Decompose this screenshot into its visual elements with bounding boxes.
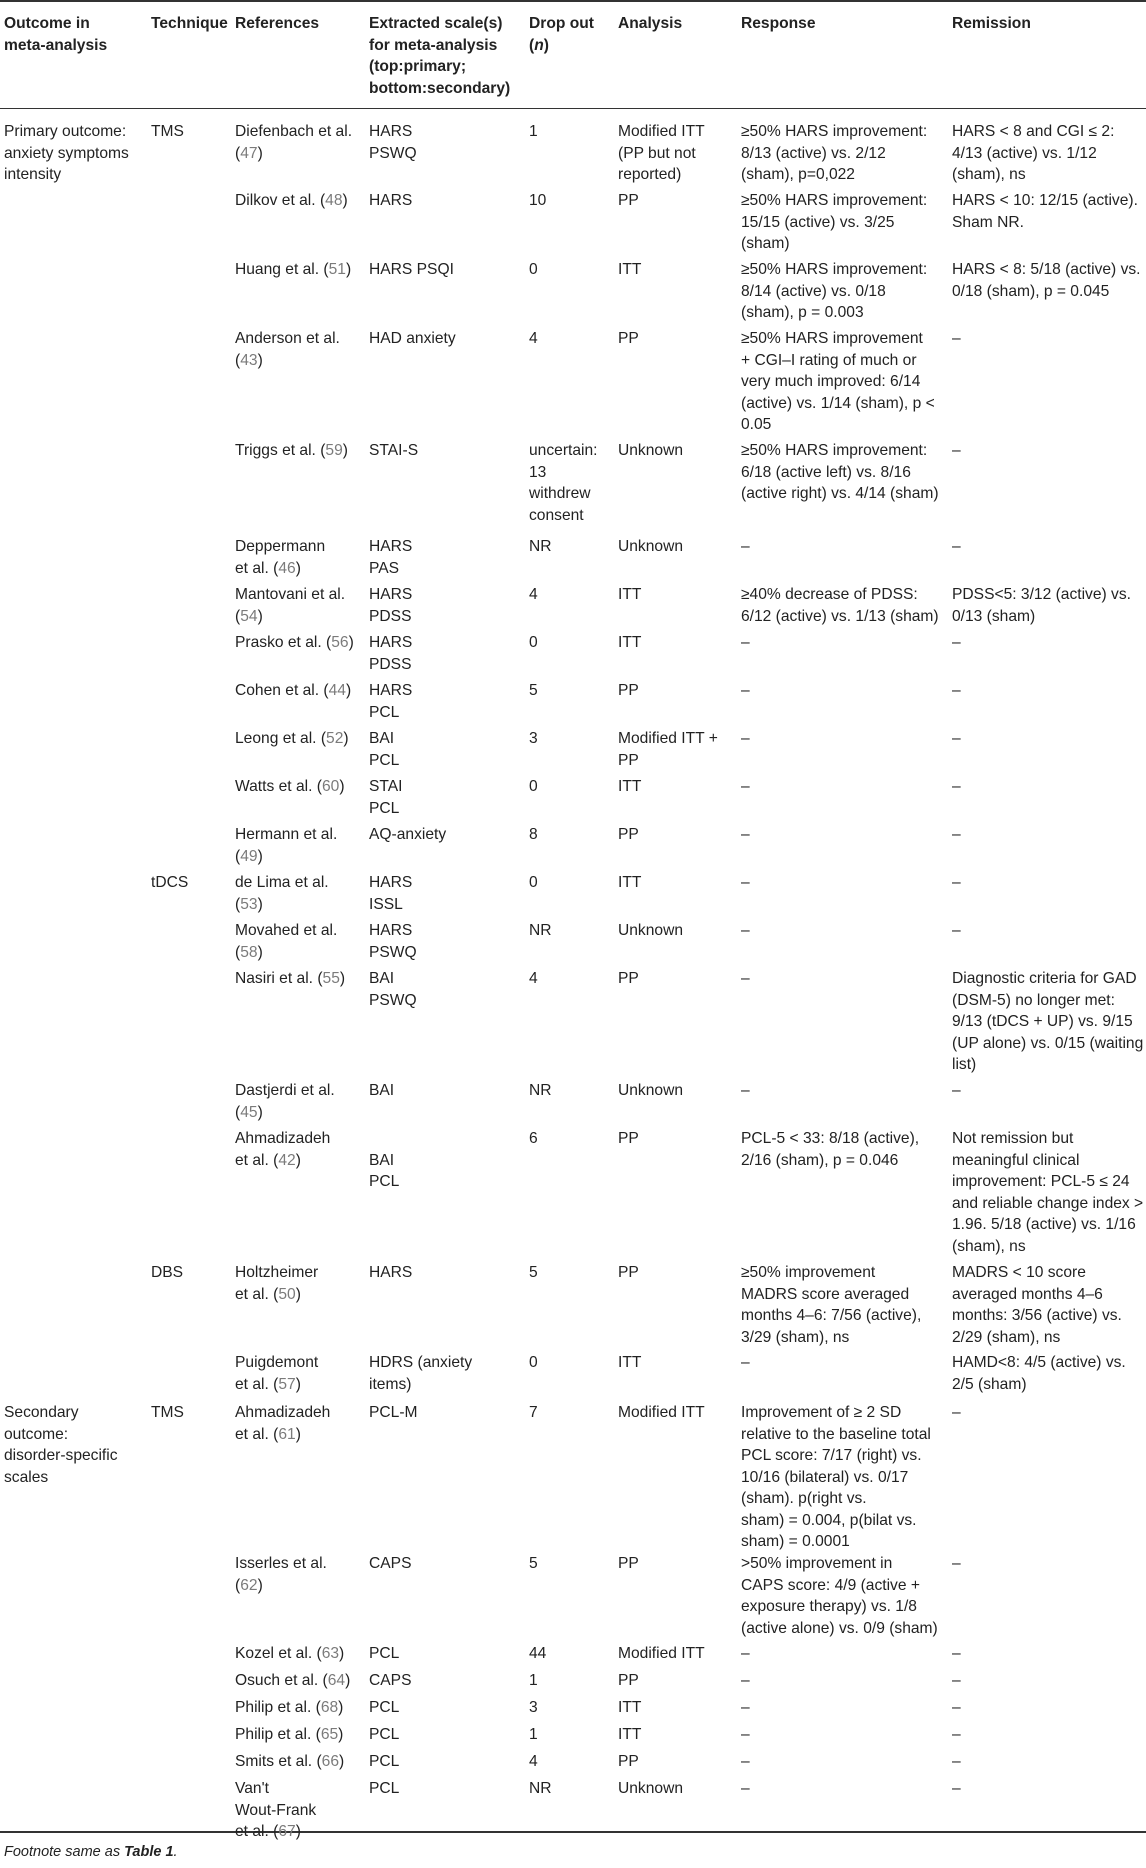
cell-dropout: 5 — [529, 682, 538, 699]
cell-references: Ahmadizadeh et al. (61) — [235, 1404, 331, 1443]
reference-number-link[interactable]: 56 — [331, 634, 349, 651]
header-analysis: Analysis — [618, 15, 683, 32]
cell-references: Huang et al. (51) — [235, 261, 352, 278]
cell-remission: – — [952, 1699, 961, 1716]
reference-number-link[interactable]: 43 — [240, 351, 258, 369]
cell-response: ≥40% decrease of PDSS: 6/12 (active) vs. 1/13 (sham) — [741, 586, 939, 625]
cell-remission: – — [952, 730, 961, 747]
cell-analysis: Unknown — [618, 922, 684, 939]
cell-dropout: 0 — [529, 778, 538, 795]
reference-number-link[interactable]: 60 — [321, 778, 340, 795]
cell-references: Van't Wout-Frank et al. (67) — [235, 1780, 317, 1840]
cell-analysis: ITT — [618, 1354, 642, 1371]
cell-remission: MADRS < 10 score averaged months 4–6 months: 3/56 (active) vs. 2/29 (sham), ns — [952, 1264, 1122, 1346]
cell-analysis: ITT — [618, 1726, 642, 1743]
cell-references: Isserles et al. (62) — [235, 1555, 327, 1594]
cell-response: Improvement of ≥ 2 SD relative to the baseline total PCL score: 7/17 (right) vs. 10/16 (bilateral) vs. 0/17 (sham). p(right vs. sham) = 0.004, p(bilat vs. sham) = 0.0001 — [741, 1404, 931, 1550]
cell-analysis: PP — [618, 1753, 639, 1770]
cell-scales: HARS ISSL — [369, 874, 413, 913]
reference-author: Osuch et al. — [235, 1672, 319, 1689]
reference-author: Diefenbach et al. — [235, 123, 353, 140]
cell-response: – — [741, 1726, 750, 1743]
reference-number-link[interactable]: 49 — [240, 847, 258, 865]
reference-number-link[interactable]: 44 — [328, 682, 346, 699]
cell-response: ≥50% HARS improvement: 15/15 (active) vs. 3/25 (sham) — [741, 192, 928, 252]
cell-analysis: Modified ITT (PP but not reported) — [618, 123, 705, 183]
reference-author: Hermann et al. — [235, 826, 338, 843]
cell-response: – — [741, 538, 750, 555]
cell-remission: – — [952, 1082, 961, 1099]
cell-dropout: 7 — [529, 1404, 538, 1421]
cell-response: PCL-5 < 33: 8/18 (active), 2/16 (sham), p = 0.046 — [741, 1130, 920, 1169]
cell-references: Holtzheimer et al. (50) — [235, 1264, 319, 1303]
cell-scales: HARS PDSS — [369, 634, 413, 673]
cell-analysis: ITT — [618, 778, 642, 795]
cell-response: – — [741, 634, 750, 651]
cell-scales: PCL — [369, 1699, 400, 1716]
reference-number-link[interactable]: 51 — [328, 261, 346, 278]
cell-response: – — [741, 1645, 750, 1662]
cell-analysis: ITT — [618, 261, 642, 278]
cell-dropout: 10 — [529, 192, 547, 209]
cell-references: de Lima et al. (53) — [235, 874, 329, 913]
cell-response: – — [741, 1780, 750, 1797]
cell-dropout: 4 — [529, 330, 538, 347]
cell-remission: – — [952, 330, 961, 347]
reference-author: Huang et al. — [235, 261, 320, 278]
header-response: Response — [741, 15, 816, 32]
cell-remission: HAMD<8: 4/5 (active) vs. 2/5 (sham) — [952, 1354, 1126, 1393]
cell-technique: tDCS — [151, 874, 189, 891]
cell-dropout: 6 — [529, 1130, 538, 1147]
reference-number-link[interactable]: 54 — [240, 607, 258, 625]
cell-remission: – — [952, 778, 961, 795]
cell-analysis: PP — [618, 826, 639, 843]
cell-analysis: PP — [618, 1555, 639, 1572]
cell-references: Osuch et al. (64) — [235, 1672, 351, 1689]
cell-references: Hermann et al. (49) — [235, 826, 338, 865]
reference-author: Watts et al. — [235, 778, 313, 795]
cell-scales: HARS — [369, 1264, 413, 1281]
reference-author: Mantovani et al. — [235, 586, 346, 603]
reference-number-link[interactable]: 48 — [325, 192, 343, 209]
cell-remission: – — [952, 1645, 961, 1662]
reference-number-link[interactable]: 59 — [325, 442, 343, 459]
table-rule-0 — [0, 0, 1146, 2]
cell-remission: – — [952, 1780, 961, 1797]
cell-dropout: NR — [529, 1082, 552, 1099]
cell-dropout: NR — [529, 538, 552, 555]
reference-author: Van't Wout-Frank et al. — [235, 1780, 317, 1840]
cell-references: Ahmadizadeh et al. (42) — [235, 1130, 331, 1169]
cell-scales: HDRS (anxiety items) — [369, 1354, 473, 1393]
cell-remission: Not remission but meaningful clinical improvement: PCL-5 ≤ 24 and reliable change index > 1.96. 5/18 (active) vs. 1/16 (sham), ns — [952, 1130, 1144, 1255]
header-outcome: Outcome in meta-analysis — [4, 15, 108, 54]
cell-references: Kozel et al. (63) — [235, 1645, 345, 1662]
reference-author: Cohen et al. — [235, 682, 320, 699]
cell-scales: PCL — [369, 1780, 400, 1797]
cell-scales: HARS PSWQ — [369, 123, 417, 162]
cell-response: – — [741, 970, 750, 987]
table-rule-1 — [0, 108, 1146, 109]
cell-scales: PCL — [369, 1726, 400, 1743]
cell-remission: – — [952, 538, 961, 555]
cell-analysis: Unknown — [618, 1780, 684, 1797]
cell-references: Mantovani et al. (54) — [235, 586, 346, 625]
reference-number-link[interactable]: 46 — [278, 559, 296, 577]
cell-dropout: 0 — [529, 261, 538, 278]
reference-author: Ahmadizadeh et al. — [235, 1130, 331, 1169]
header-scales: Extracted scale(s) for meta-analysis (top:primary; bottom:secondary) — [369, 15, 511, 97]
reference-author: Prasko et al. — [235, 634, 322, 651]
header-references: References — [235, 15, 320, 32]
cell-analysis: PP — [618, 970, 639, 987]
cell-dropout: 1 — [529, 123, 538, 140]
cell-dropout: 8 — [529, 826, 538, 843]
cell-scales: STAI-S — [369, 442, 419, 459]
cell-remission: – — [952, 874, 961, 891]
cell-remission: HARS < 8 and CGI ≤ 2: 4/13 (active) vs. 1/12 (sham), ns — [952, 123, 1115, 183]
cell-dropout: 3 — [529, 730, 538, 747]
reference-author: Triggs et al. — [235, 442, 316, 459]
reference-author: Philip et al. — [235, 1699, 312, 1716]
cell-references: Smits et al. (66) — [235, 1753, 345, 1770]
cell-scales: HARS PCL — [369, 682, 413, 721]
cell-dropout: NR — [529, 922, 552, 939]
reference-number-link[interactable]: 62 — [240, 1576, 258, 1594]
cell-analysis: ITT — [618, 586, 642, 603]
cell-analysis: PP — [618, 1264, 639, 1281]
cell-response: ≥50% improvement MADRS score averaged months 4–6: 7/56 (active), 3/29 (sham), ns — [741, 1264, 922, 1346]
cell-remission: – — [952, 634, 961, 651]
cell-response: – — [741, 874, 750, 891]
cell-scales: PCL — [369, 1645, 400, 1662]
cell-remission: – — [952, 1726, 961, 1743]
cell-scales: CAPS — [369, 1672, 412, 1689]
cell-outcome: Secondary outcome: disorder-specific scales — [4, 1404, 118, 1486]
cell-remission: – — [952, 1753, 961, 1770]
cell-references: Watts et al. (60) — [235, 778, 345, 795]
cell-scales: HARS PSWQ — [369, 922, 417, 961]
cell-references: Movahed et al. (58) — [235, 922, 338, 961]
cell-references: Nasiri et al. (55) — [235, 970, 346, 987]
reference-author: Dilkov et al. — [235, 192, 316, 209]
header-dropout-n: n — [534, 36, 544, 54]
cell-analysis: ITT — [618, 634, 642, 651]
footnote-table-link[interactable]: Table 1 — [124, 1844, 174, 1860]
cell-analysis: Modified ITT + PP — [618, 730, 718, 769]
cell-analysis: Modified ITT — [618, 1404, 705, 1421]
cell-remission: – — [952, 826, 961, 843]
cell-response: – — [741, 1082, 750, 1099]
cell-outcome: Primary outcome: anxiety symptoms intensity — [4, 123, 129, 183]
reference-number-link[interactable]: 47 — [240, 144, 258, 162]
cell-references: Prasko et al. (56) — [235, 634, 354, 651]
cell-remission: PDSS<5: 3/12 (active) vs. 0/13 (sham) — [952, 586, 1131, 625]
footnote-suffix: . — [173, 1844, 178, 1860]
cell-remission: – — [952, 442, 961, 459]
cell-scales: HAD anxiety — [369, 330, 456, 347]
cell-analysis: Unknown — [618, 442, 684, 459]
cell-references: Cohen et al. (44) — [235, 682, 352, 699]
cell-response: ≥50% HARS improvement: 8/14 (active) vs. 0/18 (sham), p = 0.003 — [741, 261, 928, 321]
cell-dropout: 44 — [529, 1645, 547, 1662]
cell-references: Diefenbach et al. (47) — [235, 123, 353, 162]
cell-analysis: PP — [618, 330, 639, 347]
cell-analysis: PP — [618, 1672, 639, 1689]
cell-response: ≥50% HARS improvement: 6/18 (active left) vs. 8/16 (active right) vs. 4/14 (sham) — [741, 442, 939, 502]
header-technique: Technique — [151, 15, 228, 32]
table-rule-2 — [0, 1831, 1146, 1833]
cell-analysis: Unknown — [618, 1082, 684, 1099]
reference-number-link[interactable]: 68 — [320, 1699, 339, 1716]
reference-author: Kozel et al. — [235, 1645, 313, 1662]
cell-response: – — [741, 1699, 750, 1716]
reference-author: Puigdemont et al. — [235, 1354, 319, 1393]
cell-dropout: 3 — [529, 1699, 538, 1716]
reference-number-link[interactable]: 64 — [327, 1672, 346, 1689]
reference-number-link[interactable]: 61 — [278, 1425, 296, 1443]
header-remission: Remission — [952, 15, 1031, 32]
cell-remission: HARS < 10: 12/15 (active). Sham NR. — [952, 192, 1138, 231]
reference-number-link[interactable]: 53 — [240, 895, 258, 913]
cell-dropout: 1 — [529, 1672, 538, 1689]
cell-analysis: Modified ITT — [618, 1645, 705, 1662]
cell-remission: – — [952, 1672, 961, 1689]
cell-response: – — [741, 778, 750, 795]
cell-references: Anderson et al. (43) — [235, 330, 340, 369]
cell-scales: BAI — [369, 1082, 395, 1099]
cell-analysis: ITT — [618, 874, 642, 891]
cell-references: Philip et al. (65) — [235, 1726, 344, 1743]
cell-response: – — [741, 1354, 750, 1371]
cell-remission: – — [952, 1404, 961, 1421]
cell-remission: HARS < 8: 5/18 (active) vs. 0/18 (sham), p = 0.045 — [952, 261, 1141, 300]
cell-scales: PCL-M — [369, 1404, 418, 1421]
footnote-prefix: Footnote same as — [4, 1844, 125, 1860]
reference-number-link[interactable]: 55 — [322, 970, 340, 987]
reference-number-link[interactable]: 45 — [240, 1103, 258, 1121]
cell-analysis: Unknown — [618, 538, 684, 555]
cell-dropout: 0 — [529, 874, 538, 891]
cell-response: ≥50% HARS improvement + CGI–I rating of much or very much improved: 6/14 (active) vs. 1/14 (sham), p < 0.05 — [741, 330, 935, 433]
cell-response: – — [741, 1672, 750, 1689]
reference-author: Philip et al. — [235, 1726, 312, 1743]
cell-scales: STAI PCL — [369, 778, 403, 817]
table-footnote — [4, 1844, 178, 1860]
cell-scales: PCL — [369, 1753, 400, 1770]
cell-dropout: 4 — [529, 1753, 538, 1770]
cell-dropout: 4 — [529, 586, 538, 603]
cell-scales: HARS PAS — [369, 538, 413, 577]
cell-analysis: PP — [618, 1130, 639, 1147]
reference-author: Leong et al. — [235, 730, 317, 747]
header-dropout: Drop out (n) — [529, 15, 594, 54]
cell-response: >50% improvement in CAPS score: 4/9 (active + exposure therapy) vs. 1/8 (active alone) vs. 0/9 (sham) — [741, 1555, 938, 1637]
cell-response: – — [741, 730, 750, 747]
reference-number-link[interactable]: 50 — [278, 1285, 296, 1303]
cell-scales: BAI PCL — [369, 730, 400, 769]
cell-response: – — [741, 922, 750, 939]
reference-author: Holtzheimer et al. — [235, 1264, 319, 1303]
reference-author: Smits et al. — [235, 1753, 313, 1770]
cell-scales: AQ-anxiety — [369, 826, 447, 843]
cell-references: Dastjerdi et al. (45) — [235, 1082, 335, 1121]
cell-references: Leong et al. (52) — [235, 730, 349, 747]
reference-author: Movahed et al. — [235, 922, 338, 939]
cell-technique: TMS — [151, 1404, 184, 1421]
cell-technique: TMS — [151, 123, 184, 140]
reference-number-link[interactable]: 66 — [321, 1753, 340, 1770]
cell-remission: Diagnostic criteria for GAD (DSM-5) no longer met: 9/13 (tDCS + UP) vs. 9/15 (UP alone) vs. 0/15 (waiting list) — [952, 970, 1144, 1073]
cell-response: – — [741, 1753, 750, 1770]
reference-number-link[interactable]: 52 — [326, 730, 344, 747]
cell-scales: HARS — [369, 192, 413, 209]
cell-dropout: NR — [529, 1780, 552, 1797]
cell-dropout: 0 — [529, 634, 538, 651]
cell-scales: CAPS — [369, 1555, 412, 1572]
cell-references: Puigdemont et al. (57) — [235, 1354, 319, 1393]
reference-number-link[interactable]: 58 — [240, 943, 258, 961]
reference-number-link[interactable]: 65 — [320, 1726, 339, 1743]
reference-author: Anderson et al. — [235, 330, 340, 347]
cell-dropout: 5 — [529, 1264, 538, 1281]
cell-references: Triggs et al. (59) — [235, 442, 348, 459]
reference-author: Dastjerdi et al. — [235, 1082, 335, 1099]
cell-technique: DBS — [151, 1264, 184, 1281]
cell-remission: – — [952, 922, 961, 939]
cell-references: Dilkov et al. (48) — [235, 192, 348, 209]
cell-analysis: ITT — [618, 1699, 642, 1716]
reference-number-link[interactable]: 67 — [278, 1823, 296, 1840]
cell-response: – — [741, 826, 750, 843]
reference-number-link[interactable]: 42 — [278, 1151, 296, 1169]
cell-remission: – — [952, 682, 961, 699]
cell-references: Deppermann et al. (46) — [235, 538, 326, 577]
reference-author: Isserles et al. — [235, 1555, 327, 1572]
reference-author: de Lima et al. — [235, 874, 329, 891]
cell-analysis: PP — [618, 682, 639, 699]
reference-author: Nasiri et al. — [235, 970, 313, 987]
cell-scales: HARS PDSS — [369, 586, 413, 625]
reference-number-link[interactable]: 57 — [278, 1375, 296, 1393]
cell-scales: BAI PCL — [369, 1151, 400, 1190]
cell-scales: BAI PSWQ — [369, 970, 417, 1009]
reference-author: Ahmadizadeh et al. — [235, 1404, 331, 1443]
cell-references: Philip et al. (68) — [235, 1699, 344, 1716]
cell-response: – — [741, 682, 750, 699]
cell-dropout: 5 — [529, 1555, 538, 1572]
reference-author: Deppermann et al. — [235, 538, 326, 577]
cell-scales: HARS PSQI — [369, 261, 454, 278]
cell-dropout: uncertain: 13 withdrew consent — [529, 442, 598, 524]
reference-number-link[interactable]: 63 — [321, 1645, 340, 1662]
cell-dropout: 0 — [529, 1354, 538, 1371]
cell-response: ≥50% HARS improvement: 8/13 (active) vs. 2/12 (sham), p=0,022 — [741, 123, 928, 183]
cell-dropout: 1 — [529, 1726, 538, 1743]
cell-dropout: 4 — [529, 970, 538, 987]
cell-remission: – — [952, 1555, 961, 1572]
cell-analysis: PP — [618, 192, 639, 209]
